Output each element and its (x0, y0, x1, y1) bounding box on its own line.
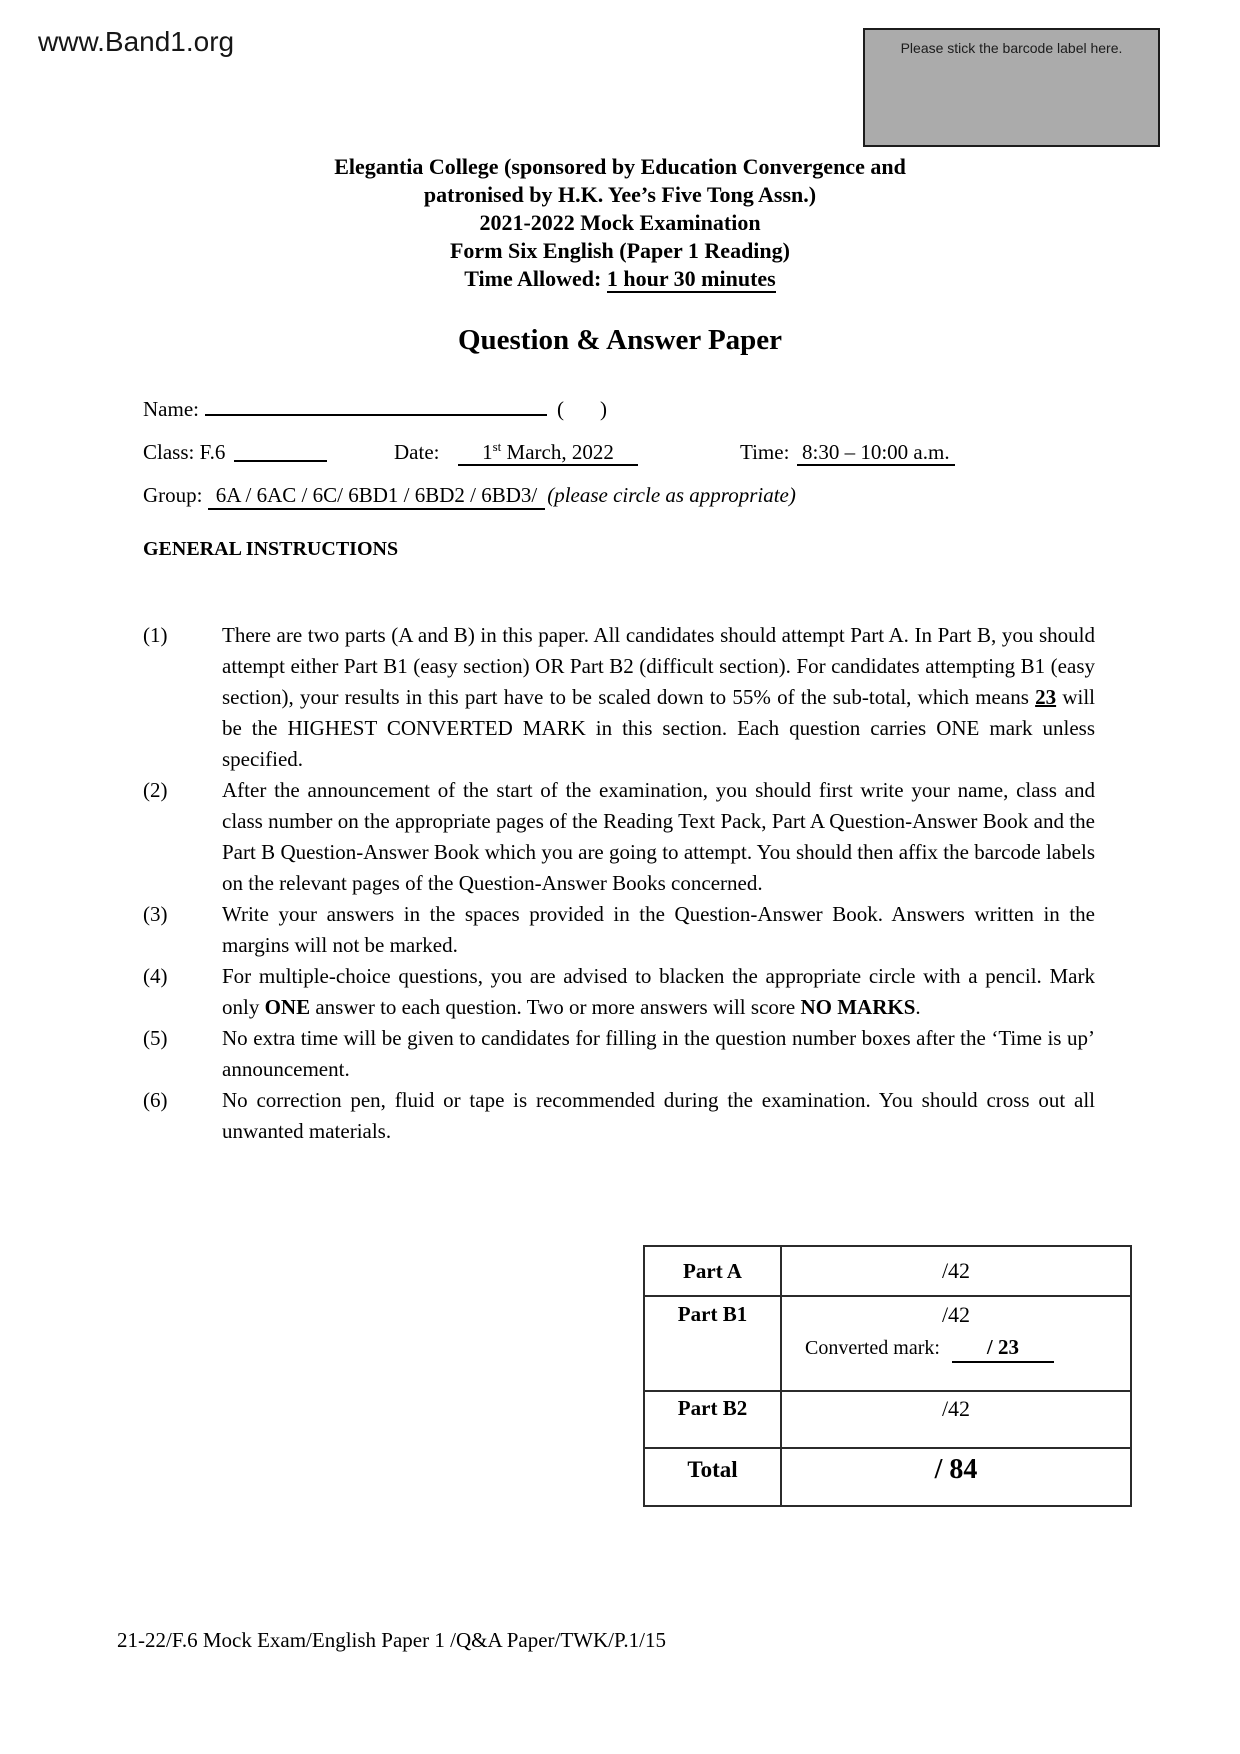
part-b1-label: Part B1 (644, 1296, 781, 1391)
instruction-item-number: (5) (143, 1026, 168, 1050)
school-title-line-2: patronised by H.K. Yee’s Five Tong Assn.) (423, 182, 817, 207)
converted-mark-label: Converted mark: (805, 1337, 940, 1359)
instruction-item-number: (6) (143, 1088, 168, 1112)
part-a-label: Part A (644, 1246, 781, 1296)
instruction-item-text: There are two parts (A and B) in this paper. All candidates should attempt Part A. In Part B, you should attempt either Part B1 (easy section) OR Part B2 (difficult section). For candidates attempting B1 (easy section), your results in this part have to be scaled down to 55% of the sub-total, which means 23 will be the HIGHEST CONVERTED MARK in this section. Each question carries ONE mark unless specified. (222, 623, 1095, 771)
instruction-item-text: No correction pen, fluid or tape is recommended during the examination. You should cross out all unwanted materials. (222, 1088, 1095, 1143)
marks-row-part-a (644, 1246, 1131, 1296)
footer-code: 21-22/F.6 Mock Exam/English Paper 1 /Q&A Paper/TWK/P.1/15 (117, 1628, 666, 1652)
instruction-item-text: After the announcement of the start of the examination, you should first write your name, class and class number on the appropriate pages of the Reading Text Pack, Part A Question-Answer Book and the Part B Question-Answer Book which you are going to attempt. You should then affix the barcode labels on the relevant pages of the Question-Answer Books concerned. (222, 778, 1095, 895)
site-watermark: www.Band1.org (38, 26, 235, 57)
part-b2-label: Part B2 (644, 1391, 781, 1448)
instruction-item-number: (4) (143, 964, 168, 988)
time-value: 8:30 – 10:00 a.m. (797, 438, 955, 466)
time-allowed-value: 1 hour 30 minutes (606, 266, 776, 291)
name-blank-field (205, 394, 547, 416)
class-label: Class: F.6 (143, 440, 226, 464)
instruction-item-6 (143, 1085, 1095, 1147)
part-b1-score: /42 (941, 1302, 971, 1327)
part-a-score: /42 (781, 1246, 1131, 1296)
school-title-line-1: Elegantia College (sponsored by Education Convergence and (334, 154, 906, 179)
paper-title: Question & Answer Paper (457, 324, 783, 356)
instruction-item-4 (143, 961, 1095, 1023)
instructions-list (143, 620, 1095, 1147)
date-rest: March, 2022 (501, 440, 614, 464)
class-number-paren-close: ) (599, 397, 607, 421)
instruction-item-number: (3) (143, 902, 168, 926)
time-label: Time: (740, 440, 790, 464)
instruction-item-5 (143, 1023, 1095, 1085)
time-allowed-label: Time Allowed: (464, 266, 607, 291)
class-blank-field (234, 438, 327, 462)
part-b2-score: /42 (781, 1391, 1131, 1448)
date-label: Date: (394, 440, 440, 464)
instructions-heading: GENERAL INSTRUCTIONS (143, 538, 399, 560)
class-date-time-line (0, 438, 1240, 468)
barcode-label-box (863, 28, 1160, 147)
instruction-item-number: (2) (143, 778, 168, 802)
instruction-item-2 (143, 775, 1095, 899)
date-day-suffix: st (492, 439, 502, 454)
converted-mark-value: / 23 (952, 1335, 1054, 1363)
school-title-block (0, 153, 1240, 293)
class-number-paren-open: ( (556, 397, 564, 421)
total-label: Total (644, 1448, 781, 1506)
marks-row-part-b2 (644, 1391, 1131, 1448)
group-note: (please circle as appropriate) (547, 483, 796, 507)
converted-mark-line (783, 1335, 1129, 1363)
instruction-item-1 (143, 620, 1095, 775)
instruction-item-3 (143, 899, 1095, 961)
group-label: Group: (143, 483, 203, 507)
time-allowed-line (0, 265, 1240, 293)
marks-table (643, 1245, 1132, 1507)
barcode-box-label: Please stick the barcode label here. (900, 40, 1123, 56)
instruction-item-text: No extra time will be given to candidates for filling in the question number boxes after the ‘Time is up’ announcement. (222, 1026, 1095, 1081)
date-value (458, 438, 638, 466)
date-day: 1 (482, 440, 493, 464)
total-score: / 84 (781, 1448, 1131, 1506)
name-label: Name: (143, 397, 199, 421)
instruction-item-text: For multiple-choice questions, you are advised to blacken the appropriate circle with a pencil. Mark only ONE answer to each question. Two or more answers will score NO MARKS. (222, 964, 1095, 1019)
instruction-item-text: Write your answers in the spaces provided in the Question-Answer Book. Answers written in the margins will not be marked. (222, 902, 1095, 957)
part-b1-score-cell (781, 1296, 1131, 1391)
subject-title-line: Form Six English (Paper 1 Reading) (449, 238, 790, 263)
marks-row-part-b1 (644, 1296, 1131, 1391)
marks-row-total (644, 1448, 1131, 1506)
instruction-item-number: (1) (143, 623, 168, 647)
group-options: 6A / 6AC / 6C/ 6BD1 / 6BD2 / 6BD3/ (208, 483, 545, 510)
exam-title-line: 2021-2022 Mock Examination (479, 210, 761, 235)
